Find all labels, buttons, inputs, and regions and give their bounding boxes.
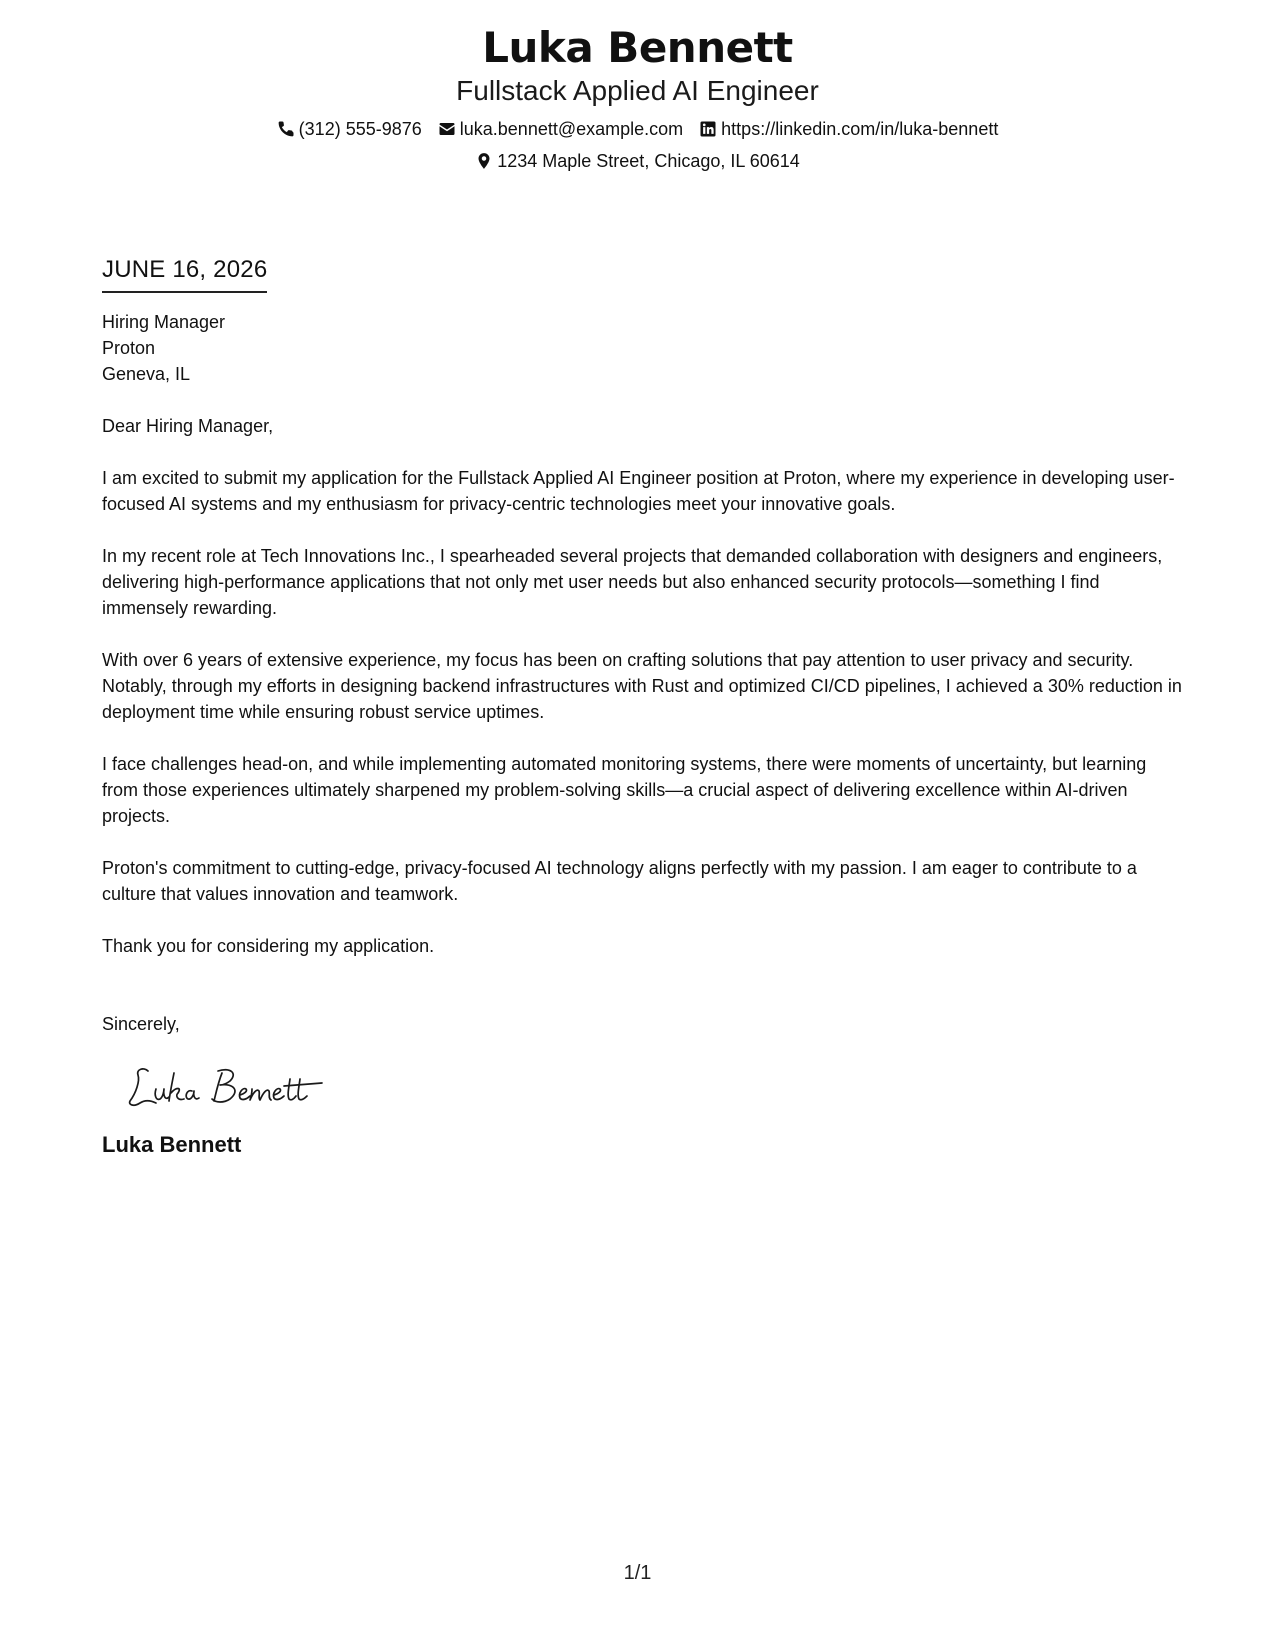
closing: Sincerely, [102,1014,180,1034]
applicant-name: Luka Bennett [482,23,793,72]
contact-address [475,149,800,173]
map-marker-icon [475,152,493,170]
recipient-location: Geneva, IL [102,364,191,384]
contact-row [0,117,1275,141]
paragraph-intro: I am excited to submit my application for the Fullstack Applied AI Engineer position at Proton, where my experience in developing user-focused AI systems and my enthusiasm for privacy-centric technologies meet your innovative goals. [102,468,1175,514]
contact-email[interactable] [438,117,683,141]
handwritten-signature [126,1059,336,1115]
letter-date: JUNE 16, 2026 [102,255,267,293]
linkedin-icon [699,120,717,138]
recipient-block [102,309,1182,387]
phone-icon [277,120,295,138]
paragraph-achievements: With over 6 years of extensive experience, my focus has been on crafting solutions that pay attention to user privacy and security. Notably, through my efforts in designing backend infrastructures with Rust and optimized CI/CD pipelines, I achieved a 30% reduction in deployment time while ensuring robust service uptimes. [102,650,1182,722]
contact-linkedin[interactable] [699,117,998,141]
signer-name: Luka Bennett [102,1132,242,1157]
email-address[interactable]: luka.bennett@example.com [459,119,684,139]
signature [126,1059,1182,1115]
street-address: 1234 Maple Street, Chicago, IL 60614 [497,151,800,171]
address-row [0,149,1275,173]
page-number: 1/1 [623,1562,652,1584]
paragraph-thanks: Thank you for considering my application. [102,936,435,956]
recipient-company: Proton [102,338,156,358]
letter-header [0,22,1275,173]
phone-number: (312) 555-9876 [298,119,422,139]
paragraph-experience: In my recent role at Tech Innovations Inc., I spearheaded several projects that demanded collaboration with designers and engineers, delivering high-performance applications that not only met user needs but also enhanced security protocols—something I find immensely rewarding. [102,546,1163,618]
letter-body [102,255,1182,1159]
contact-phone [277,117,422,141]
paragraph-motivation: Proton's commitment to cutting-edge, privacy-focused AI technology aligns perfectly with my passion. I am eager to contribute to a culture that values innovation and teamwork. [102,858,1137,904]
salutation: Dear Hiring Manager, [102,416,274,436]
paragraph-challenges: I face challenges head-on, and while implementing automated monitoring systems, there were moments of uncertainty, but learning from those experiences ultimately sharpened my problem-solving skills—a crucial aspect of delivering excellence within AI-driven projects. [102,754,1147,826]
envelope-icon [438,120,456,138]
linkedin-url[interactable]: https://linkedin.com/in/luka-bennett [721,119,999,139]
recipient-name: Hiring Manager [102,312,226,332]
applicant-job-title: Fullstack Applied AI Engineer [456,75,819,106]
